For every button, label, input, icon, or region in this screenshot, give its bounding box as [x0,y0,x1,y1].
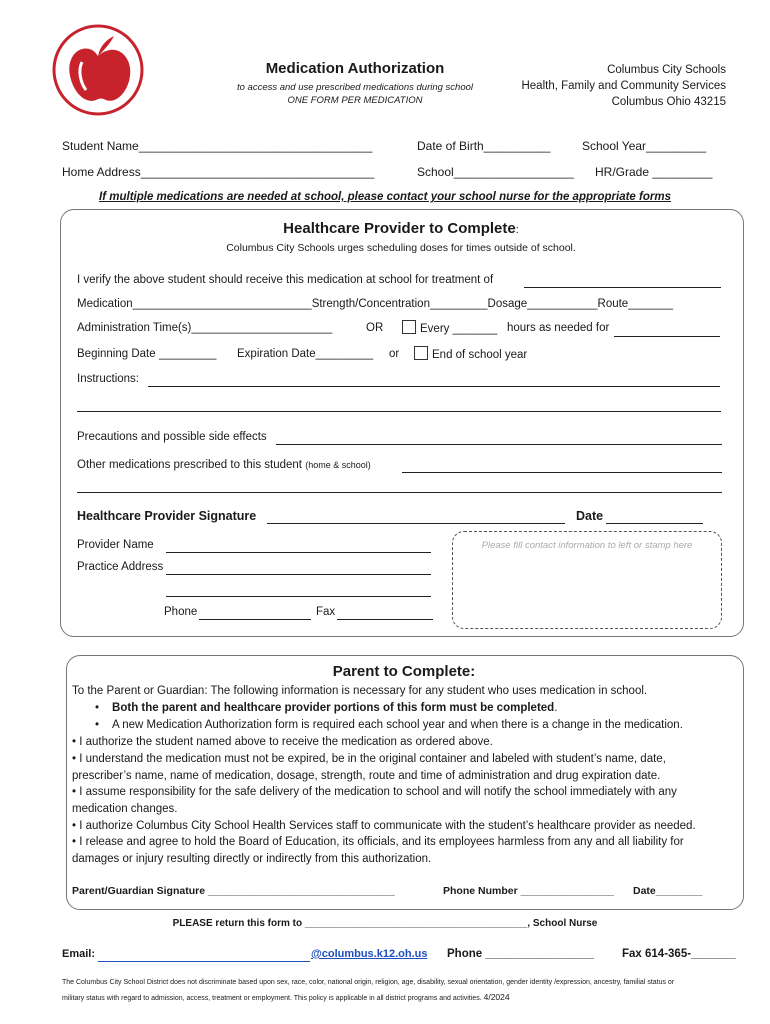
instructions-line-2[interactable] [77,411,721,412]
expiration-date-field[interactable]: Expiration Date_________ [237,348,374,360]
provider-signature-line[interactable] [267,523,565,524]
provider-heading-text: Healthcare Provider to Complete [283,220,516,237]
form-version: 4/2024 [483,992,510,1002]
parent-statement-5a: • I release and agree to hold the Board of Education, its officials, and its employees harmless from any and all liability for [72,836,684,848]
parent-intro: To the Parent or Guardian: The following information is necessary for any student who uses medication in school. [72,685,648,697]
provider-signature-label: Healthcare Provider Signature [77,509,257,523]
scheduling-note: Columbus City Schools urges scheduling doses for times outside of school. [226,242,576,254]
other-medications-label [77,459,371,471]
form-subtitle: to access and use prescribed medications during school [236,82,474,93]
precautions-line[interactable] [276,444,722,445]
end-of-year-label: End of school year [432,349,528,361]
org-city: Columbus Ohio 43215 [611,96,726,108]
bullet-icon: • [95,719,100,731]
bullet-2-text: A new Medication Authorization form is required each school year and when there is a change in the medication. [112,719,683,731]
return-phone-field[interactable]: Phone _________________ [447,948,595,960]
end-of-year-checkbox[interactable] [414,346,428,360]
return-fax-field[interactable]: Fax 614-365-_______ [622,948,736,960]
practice-address-label: Practice Address [77,561,164,573]
provider-date-label: Date [576,509,604,523]
parent-statement-5b: damages or injury resulting directly or indirectly from this authorization. [72,853,432,865]
nondiscrimination-line-2 [62,992,510,1002]
form-subtitle-2: ONE FORM PER MEDICATION [287,95,423,106]
provider-date-line[interactable] [606,523,703,524]
practice-address-line[interactable] [166,574,431,575]
parent-statement-3b: medication changes. [72,803,178,815]
administration-times-field[interactable]: Administration Time(s)______________________ [77,322,333,334]
email-line[interactable] [98,961,310,962]
nondiscrimination-line-1: The Columbus City School District does not discriminate based upon sex, race, color, national origin, religion, age, disability, sexual orientation, gender identity /expression, ancestry, familial status or [62,979,675,986]
parent-statement-1: • I authorize the student named above to receive the medication as ordered above. [72,736,493,748]
bullet-1-period: . [554,702,558,714]
parent-heading: Parent to Complete: [332,663,476,680]
provider-phone-line[interactable] [199,619,311,620]
practice-address-line-2[interactable] [166,596,431,597]
bullet-1-text: Both the parent and healthcare provider portions of this form must be completed [112,702,555,714]
end-of-year-option[interactable] [414,346,527,361]
parent-date-field[interactable]: Date________ [633,885,703,897]
other-medications-note: (home & school) [305,460,371,470]
other-medications-line-2[interactable] [77,492,722,493]
provider-name-label: Provider Name [77,539,154,551]
stamp-hint: Please fill contact information to left or stamp here [481,540,693,551]
school-field[interactable]: School__________________ [417,165,574,179]
parent-bullet-1 [95,702,557,714]
provider-phone-label: Phone [164,606,198,618]
instructions-line-1[interactable] [148,386,720,387]
home-address-field[interactable]: Home Address___________________________________ [62,165,375,179]
provider-heading-colon: : [515,224,519,236]
hours-needed-label: hours as needed for [507,322,610,334]
provider-fax-line[interactable] [337,619,433,620]
provider-name-line[interactable] [166,552,431,553]
every-checkbox[interactable] [402,320,416,334]
beginning-date-field[interactable]: Beginning Date _________ [77,348,217,360]
provider-heading [60,220,742,237]
hours-needed-line[interactable] [614,336,720,337]
return-instructions[interactable]: PLEASE return this form to ________________________________________, School Nurse [172,918,598,929]
treatment-line[interactable] [524,287,721,288]
every-option[interactable] [402,320,497,335]
org-department: Health, Family and Community Services [521,80,726,92]
multiple-medications-notice: If multiple medications are needed at school, please contact your school nurse for the appropriate forms [99,191,671,203]
or-label-2: or [389,348,400,360]
parent-statement-2b: prescriber’s name, name of medication, dosage, strength, route and time of administration and drug expiration date. [72,770,661,782]
parent-phone-field[interactable]: Phone Number ________________ [443,885,615,897]
precautions-label: Precautions and possible side effects [77,431,267,443]
medication-row[interactable]: Medication____________________________Strength/Concentration_________Dosage___________Route_______ [77,298,673,310]
instructions-label: Instructions: [77,373,139,385]
parent-signature-field[interactable]: Parent/Guardian Signature ________________________________ [72,885,395,897]
parent-statement-3a: • I assume responsibility for the safe delivery of the medication to school and will notify the school immediately with any [72,786,677,798]
parent-statement-4: • I authorize Columbus City School Health Services staff to communicate with the student’s healthcare provider as needed. [72,820,696,832]
or-label: OR [366,322,384,334]
nondiscrimination-text-2: military status with regard to admission, access, treatment or employment. This policy is applicable in all district programs and activities. [62,995,482,1002]
student-name-field[interactable]: Student Name___________________________________ [62,139,373,153]
email-label: Email: [62,948,96,960]
provider-fax-label: Fax [316,606,336,618]
form-title: Medication Authorization [265,60,445,77]
other-medications-line[interactable] [402,472,722,473]
date-of-birth-field[interactable]: Date of Birth__________ [417,139,551,153]
email-domain-link[interactable]: @columbus.k12.oh.us [311,948,428,960]
grade-field[interactable]: HR/Grade _________ [595,165,713,179]
parent-bullet-2 [95,719,683,731]
verify-treatment-label: I verify the above student should receive this medication at school for treatment of [77,274,494,286]
org-name: Columbus City Schools [607,64,726,76]
apple-logo-icon [52,20,144,118]
bullet-icon: • [95,702,100,714]
school-logo [52,20,144,118]
other-medications-text: Other medications prescribed to this student [77,459,303,471]
parent-statement-2a: • I understand the medication must not be expired, be in the original container and labeled with student’s name, date, [72,753,666,765]
every-label: Every _______ [420,323,498,335]
school-year-field[interactable]: School Year_________ [582,139,707,153]
